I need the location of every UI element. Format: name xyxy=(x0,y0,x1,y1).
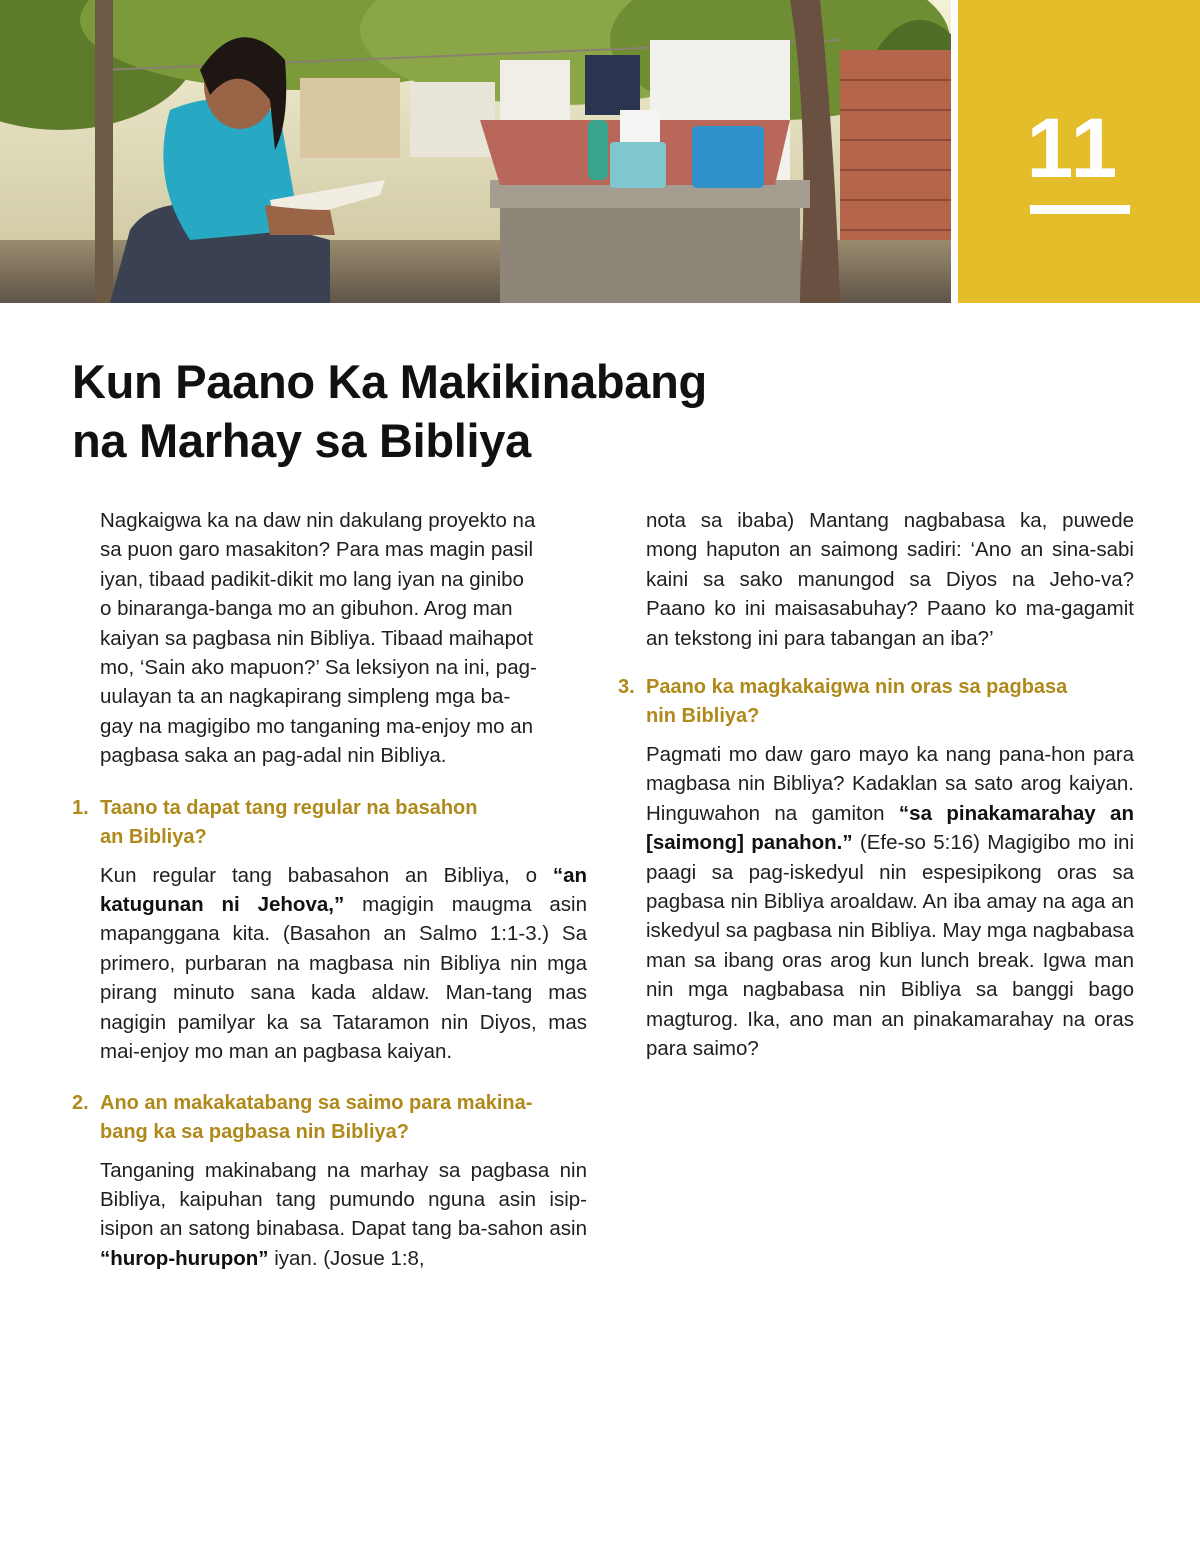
answer-text: Tanganing makinabang na marhay sa pagbasa nin Bibliya, kaipuhan tang pumundo nguna asin isip-isipon an satong binabasa. Dapat tang ba-sahon asin xyxy=(100,1158,587,1241)
question-text: Taano ta dapat tang regular na basahon xyxy=(100,796,478,819)
answer-text: Pagmati mo daw garo mayo ka nang pana-hon para magbasa nin Bibliya? Kadaklan sa sato arog kaiyan. Hinguwahon na gamiton xyxy=(646,743,1134,825)
question-number: 1. xyxy=(72,796,89,819)
lesson-number-underline xyxy=(1030,205,1130,214)
answer-3-paragraph xyxy=(646,740,1134,1063)
intro-line: sa puon garo masakiton? Para mas magin pasil xyxy=(100,538,534,562)
page-title-line-2: na Marhay sa Bibliya xyxy=(72,414,531,467)
intro-line: iyan, tibaad padikit-dikit mo lang iyan na ginibo xyxy=(100,567,524,591)
intro-line: Nagkaigwa ka na daw nin dakulang proyekto na xyxy=(100,509,536,532)
answer-2-continuation: nota sa ibaba) Mantang nagbabasa ka, puwede mong haputon an saimong sadiri: ‘Ano an sina-sabi kaini sa sako manungod sa Diyos na Jeho-va? Paano ko ini maisasabuhay? Paano ko ma-gagamit an tekstong ini para tabangan an iba?’ xyxy=(646,509,1134,650)
answer-quote: “sa pinakamarahay an [saimong] panahon.” xyxy=(646,801,1134,855)
intro-line: kaiyan sa pagbasa nin Bibliya. Tibaad maihapot xyxy=(100,626,534,650)
question-number: 2. xyxy=(72,1091,89,1114)
question-text: Ano an makakatabang sa saimo para makina- xyxy=(100,1091,533,1114)
question-text: an Bibliya? xyxy=(100,825,207,848)
lesson-number-panel xyxy=(958,0,1200,303)
right-column xyxy=(618,506,1134,1064)
answer-1-paragraph xyxy=(100,861,587,1067)
intro-line: uulayan ta an nagkapirang simpleng mga ba- xyxy=(100,685,511,709)
question-text: Paano ka magkakaigwa nin oras sa pagbasa xyxy=(646,676,1068,699)
question-text: nin Bibliya? xyxy=(646,705,760,728)
question-number: 3. xyxy=(618,676,635,699)
lesson-number: 11 xyxy=(1026,101,1120,195)
answer-2-paragraph xyxy=(100,1156,587,1274)
answer-text: iyan. (Josue 1:8, xyxy=(268,1246,425,1270)
left-column xyxy=(72,506,587,1273)
answer-text: Kun regular tang babasahon an Bibliya, o xyxy=(100,863,553,887)
page-title-line-1: Kun Paano Ka Makikinabang xyxy=(72,355,707,408)
intro-paragraph xyxy=(100,506,587,771)
question-text: bang ka sa pagbasa nin Bibliya? xyxy=(100,1120,409,1143)
answer-quote: “an katugunan ni Jehova,” xyxy=(100,863,587,917)
answer-text: magigin maugma asin mapanggana kita. (Basahon an Salmo 1:1-3.) Sa primero, purbaran na magbasa nin Bibliya nin mga pirang minuto sana kada aldaw. Man-tang mas nagigin pamilyar ka sa Tataramon nin Diyos, mas mai-enjoy mo man an pagbasa kaiyan. xyxy=(100,893,587,1064)
question-1-heading xyxy=(72,794,587,852)
page-title xyxy=(72,352,932,470)
intro-line: pagbasa saka an pag-adal nin Bibliya. xyxy=(100,744,447,768)
woman-reading-bible-illustration xyxy=(0,0,951,303)
question-3-heading xyxy=(618,673,1134,731)
intro-line: mo, ‘Sain ako mapuon?’ Sa leksiyon na ini, pag- xyxy=(100,656,537,680)
intro-line: o binaranga-banga mo an gibuhon. Arog man xyxy=(100,597,513,621)
answer-quote: “hurop-hurupon” xyxy=(100,1246,269,1270)
answer-text: (Efe-so 5:16) Magigibo mo ini paagi sa pag-iskedyul nin espesipikong oras sa pagbasa nin Bibliya aroaldaw. An iba amay na aga an iskedyul sa pagbasa nin Bibliya. May mga nagbabasa man sa ibang oras arog kun lunch break. Igwa man nin mga nagbabasa nin Bibliya sa banggi bago magturog. Ika, ano man an pinakamarahay na oras para saimo? xyxy=(646,831,1134,1061)
question-2-heading xyxy=(72,1089,587,1147)
intro-line: gay na magigibo mo tanganing ma-enjoy mo an xyxy=(100,714,534,738)
header-photo xyxy=(0,0,951,303)
